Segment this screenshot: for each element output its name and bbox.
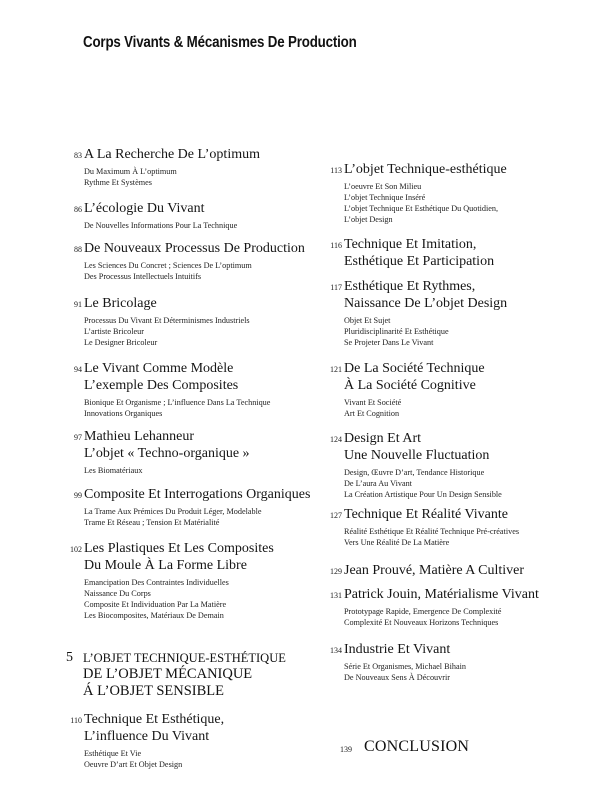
entry-title-line: De Nouveaux Processus De Production — [84, 241, 305, 256]
entry-title-line: Esthétique Et Participation — [344, 254, 495, 269]
chapter-title-line1: L’OBJET TECHNIQUE-ESTHÉTIQUE — [83, 651, 286, 665]
page-number: 129 — [330, 567, 342, 576]
entry-title-line: Le Vivant Comme Modèle — [84, 361, 234, 376]
page-number: 121 — [330, 365, 342, 374]
entry-subtopic: Rythme Et Systèmes — [84, 178, 152, 187]
entry-title-line: Mathieu Lehanneur — [84, 429, 195, 444]
entry-subtopic: Série Et Organismes, Michael Bihain — [344, 662, 466, 671]
entry-subtopic: L’oeuvre Et Son Milieu — [344, 182, 422, 191]
entry-subtopic: Du Maximum À L’optimum — [84, 167, 177, 176]
entry-subtopic: Emancipation Des Contraintes Individuelles — [84, 578, 229, 587]
entry-subtopic: Bionique Et Organisme ; L’influence Dans La Technique — [84, 398, 271, 407]
entry-subtopic: Oeuvre D’art Et Objet Design — [84, 760, 183, 769]
conclusion-title: CONCLUSION — [364, 738, 470, 755]
entry-subtopic: Vivant Et Société — [344, 398, 402, 407]
entry-subtopic: Les Sciences Du Concret ; Sciences De L’optimum — [84, 261, 252, 270]
entry-title-line: Composite Et Interrogations Organiques — [84, 487, 311, 502]
entry-subtopic: Composite Et Individuation Par La Matière — [84, 600, 227, 609]
entry-subtopic: Prototypage Rapide, Emergence De Complexité — [344, 607, 502, 616]
page-number: 127 — [330, 511, 342, 520]
entry-subtopic: Objet Et Sujet — [344, 316, 391, 325]
entry-subtopic: Processus Du Vivant Et Déterminismes Industriels — [84, 316, 250, 325]
entry-title-line: Patrick Jouin, Matérialisme Vivant — [344, 587, 539, 602]
entry-title-line: L’écologie Du Vivant — [84, 201, 205, 216]
entry-title-line: Esthétique Et Rythmes, — [344, 279, 476, 294]
entry-subtopic: Les Biocomposites, Matériaux De Demain — [84, 611, 224, 620]
page-number: 139 — [340, 745, 352, 754]
page-number: 124 — [330, 435, 342, 444]
entry-subtopic: De L’aura Au Vivant — [344, 479, 412, 488]
entry-title-line: Technique Et Imitation, — [344, 237, 477, 252]
page-number: 83 — [74, 151, 82, 160]
chapter-title-line3: Á L’OBJET SENSIBLE — [83, 683, 224, 699]
chapter-title-line2: DE L’OBJET MÉCANIQUE — [83, 666, 253, 682]
page-number: 102 — [70, 545, 82, 554]
entry-title-line: De La Société Technique — [344, 361, 485, 376]
page-number: 110 — [70, 716, 82, 725]
running-header: Corps Vivants & Mécanismes De Production — [83, 34, 357, 51]
entry-subtopic: La Création Artistique Pour Un Design Sensible — [344, 490, 502, 499]
page-number: 86 — [74, 205, 82, 214]
entry-subtopic: Innovations Organiques — [84, 409, 163, 418]
page-number: 99 — [74, 491, 82, 500]
entry-title-line: À La Société Cognitive — [344, 378, 476, 393]
entry-subtopic: L’objet Design — [344, 215, 393, 224]
entry-title-line: Industrie Et Vivant — [344, 642, 451, 657]
entry-subtopic: Naissance Du Corps — [84, 589, 151, 598]
entry-title-line: Le Bricolage — [84, 296, 157, 311]
page-number: 91 — [74, 300, 82, 309]
entry-subtopic: Design, Œuvre D’art, Tendance Historique — [344, 468, 485, 477]
entry-subtopic: L’objet Technique Et Esthétique Du Quotidien, — [344, 204, 499, 213]
entry-title-line: L’influence Du Vivant — [84, 729, 210, 744]
entry-subtopic: Complexité Et Nouveaux Horizons Techniques — [344, 618, 499, 627]
entry-subtopic: Pluridisciplinarité Et Esthétique — [344, 327, 449, 336]
entry-title-line: Technique Et Réalité Vivante — [344, 507, 508, 522]
page-number: 88 — [74, 245, 82, 254]
entry-subtopic: De Nouveaux Sens À Découvrir — [344, 673, 450, 682]
entry-subtopic: Art Et Cognition — [344, 409, 400, 418]
entry-subtopic: Les Biomatériaux — [84, 466, 143, 475]
page-number: 131 — [330, 591, 342, 600]
entry-title-line: A La Recherche De L’optimum — [84, 147, 260, 162]
entry-title-line: L’exemple Des Composites — [84, 378, 239, 393]
entry-subtopic: Des Processus Intellectuels Intuitifs — [84, 272, 202, 281]
page-number: 94 — [74, 365, 82, 374]
chapter-number: 5 — [66, 650, 73, 665]
entry-title-line: Design Et Art — [344, 431, 421, 446]
page-number: 113 — [330, 166, 342, 175]
entry-subtopic: Trame Et Réseau ; Tension Et Matérialité — [84, 518, 220, 527]
entry-title-line: Technique Et Esthétique, — [84, 712, 225, 727]
entry-subtopic: Esthétique Et Vie — [84, 749, 142, 758]
entry-subtopic: Le Designer Bricoleur — [84, 338, 158, 347]
entry-subtopic: La Trame Aux Prémices Du Produit Léger, Modelable — [84, 507, 262, 516]
entry-subtopic: Réalité Esthétique Et Réalité Technique Pré-créatives — [344, 527, 520, 536]
page-number: 97 — [74, 433, 82, 442]
entry-subtopic: L’artiste Bricoleur — [84, 327, 144, 336]
entry-title-line: Du Moule À La Forme Libre — [84, 558, 247, 573]
entry-subtopic: L’objet Technique Inséré — [344, 193, 426, 202]
entry-title-line: Les Plastiques Et Les Composites — [84, 541, 274, 556]
page-number: 117 — [330, 283, 342, 292]
entry-subtopic: De Nouvelles Informations Pour La Technique — [84, 221, 238, 230]
entry-subtopic: Vers Une Réalité De La Matière — [344, 538, 450, 547]
entry-title-line: Jean Prouvé, Matière A Cultiver — [344, 563, 525, 578]
entry-title-line: Une Nouvelle Fluctuation — [344, 448, 490, 463]
entry-title-line: L’objet Technique-esthétique — [344, 162, 507, 177]
entry-subtopic: Se Projeter Dans Le Vivant — [344, 338, 434, 347]
entry-title-line: Naissance De L’objet Design — [344, 296, 508, 311]
page-number: 134 — [330, 646, 342, 655]
page-number: 116 — [330, 241, 342, 250]
entry-title-line: L’objet « Techno-organique » — [84, 446, 250, 461]
